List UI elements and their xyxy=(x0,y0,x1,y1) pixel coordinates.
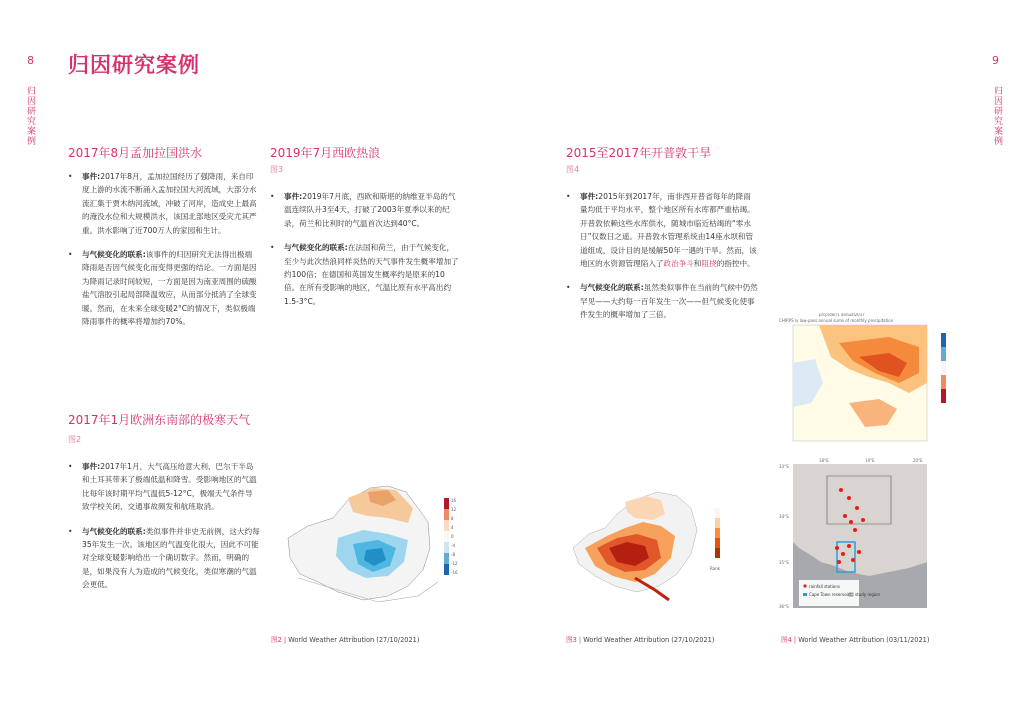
link-political-dispute[interactable]: 政治争斗 xyxy=(663,259,694,269)
bullet-event: • 事件:2019年7月底，西欧和斯堪的纳维亚半岛的气温连续队升3至4天，打破了2003年夏季以来的纪录，荷兰和比利时的气温首次达到40°C。 xyxy=(284,190,460,230)
side-tab-right: 归因研究案例 xyxy=(992,86,1002,146)
bullet-climate-link: • 与气候变化的联系:虽然类似事件在当前的气候中仍然罕见——大约每一百年发生一次——但气候变化使事件发生的概率增加了三倍。 xyxy=(580,281,758,321)
colorbar-tick: -16 xyxy=(451,570,458,575)
precip-map-title-1: prcp/der/1 annual2017 xyxy=(819,313,865,317)
section-body-southeast-europe xyxy=(68,460,260,603)
section-heading-southeast-europe: 2017年1月欧洲东南部的极寒天气 xyxy=(68,413,251,427)
figure-4-caption: 图4 | World Weather Attribution (03/11/2021) xyxy=(781,636,930,644)
colorbar-tick: 16 xyxy=(451,498,457,503)
figure-3-colorbar xyxy=(710,508,721,571)
figure-4-study-region-map xyxy=(779,458,929,610)
figure-precipitation-map xyxy=(779,313,961,443)
figure-2-colorbar xyxy=(444,498,458,575)
bullet-event: • 事件:2017年1月，大气高压给意大利、巴尔干半岛和土耳其带来了极端低温和降雪。受影响地区的气温比每年该时期平均气温低5-12°C，极端天气条件导致学校关闭、交通事故频发和航班取消。 xyxy=(82,460,260,514)
colorbar-tick: -4 xyxy=(451,543,455,548)
bullet-climate-link: • 与气候变化的联系:类似事件并非史无前例，这大约每35年发生一次。该地区的气温变化很大，因此不可能对全球变暖影响给出一个确切数字。然而，明确的是，如果没有人为造成的气候变化，类似寒潮的气温会更低。 xyxy=(82,525,260,592)
legend-rainfall-stations: rainfall stations xyxy=(809,584,840,589)
bullet-climate-link: • 与气候变化的联系:在法国和荷兰，由于气候变化，至少与此次热浪同样炎热的天气事件发生概率增加了约100倍；在德国和英国发生概率约是原来的10倍。在所有受影响的地区，气温比原有水平高出约1.5-3°C。 xyxy=(284,241,460,308)
colorbar-tick: 8 xyxy=(451,516,454,521)
figure-label-west-europe: 图3 xyxy=(270,165,284,174)
figure-2-caption: 图2 | World Weather Attribution (27/10/2021) xyxy=(271,636,420,644)
section-body-west-europe xyxy=(270,190,460,319)
section-heading-west-europe: 2019年7月西欧热浪 xyxy=(270,146,381,160)
precip-map-title-2: CHIRPS ly low-pass annual sums of monthly precipitation xyxy=(779,318,894,323)
cape-axis-top: 20°E xyxy=(913,458,923,463)
figure-3-caption: 图3 | World Weather Attribution (27/10/2021) xyxy=(566,636,715,644)
colorbar-tick: 4 xyxy=(451,525,454,530)
figure-3-heatwave-map xyxy=(565,478,735,610)
legend-reservoirs: Cape Town reservoirs xyxy=(809,592,852,597)
page-number-right: 9 xyxy=(992,54,999,67)
colorbar-tick: -8 xyxy=(451,552,455,557)
figure-2-cold-anomaly-map xyxy=(278,478,460,610)
colorbar-tick: 12 xyxy=(451,507,457,512)
bullet-climate-link: • 与气候变化的联系:该事件的归因研究无法得出极端降雨是否因气候变化而变得更强的结论。一方面是因为降雨记录时间较短，一方面是因为南亚周围的硫酸盐气溶胶引起局部降温效应，从而部分抵消了全球变暖。然而，在未来全球变暖2°C的情况下，类似极端降雨事件的概率将增加约70%。 xyxy=(82,248,258,328)
bullet-event: • 事件:2017年8月，孟加拉国经历了强降雨，来自印度上游的水流不断涌入孟加拉国大河流域，大部分水流汇集于贾木纳河流域，冲破了河岸，造成史上最高的淹没水位和大规模洪水，该国北部地区受灾尤其严重。洪水影响了近700万人的家园和生计。 xyxy=(82,170,258,237)
section-heading-cape-town: 2015至2017年开普敦干旱 xyxy=(566,146,712,160)
link-obstruction[interactable]: 阻挠 xyxy=(701,259,717,269)
section-body-bangladesh xyxy=(68,170,258,339)
cape-axis-top: 18°E xyxy=(819,458,829,463)
colorbar-tick: 0 xyxy=(451,534,454,539)
page-number-left: 8 xyxy=(27,54,34,67)
figure-label-cape-town: 图4 xyxy=(566,165,580,174)
side-tab-left: 归因研究案例 xyxy=(25,86,35,146)
cape-axis-top: 19°E xyxy=(865,458,875,463)
cape-axis-left: 35°S xyxy=(779,560,789,565)
section-body-cape-town xyxy=(566,190,758,333)
cape-axis-left: 34°S xyxy=(779,514,789,519)
cape-axis-left: 36°S xyxy=(779,604,789,609)
cape-axis-left: 33°S xyxy=(779,464,789,469)
figure-label-southeast-europe: 图2 xyxy=(68,435,82,444)
section-heading-bangladesh: 2017年8月孟加拉国洪水 xyxy=(68,146,203,160)
bullet-event: • 事件:2015年到2017年，南非西开普省每年的降雨量均低于平均水平，整个地区所有水库都严重枯竭。开普敦依赖这些水库供水，随城市临近枯竭的“零水日”仅数日之遥。开普敦水管理系统由14座水坝和管道组成，设计目的是缓解50年一遇的干旱。然而，该地区的水资源管理陷入了政治争斗和阻挠的指控中。 xyxy=(580,190,758,270)
colorbar-label: Rank xyxy=(710,566,720,571)
page-title: 归因研究案例 xyxy=(68,53,200,77)
figure-precipitation-colorbar xyxy=(941,333,946,403)
colorbar-tick: -12 xyxy=(451,561,458,566)
legend-study-region: study region xyxy=(855,592,881,597)
